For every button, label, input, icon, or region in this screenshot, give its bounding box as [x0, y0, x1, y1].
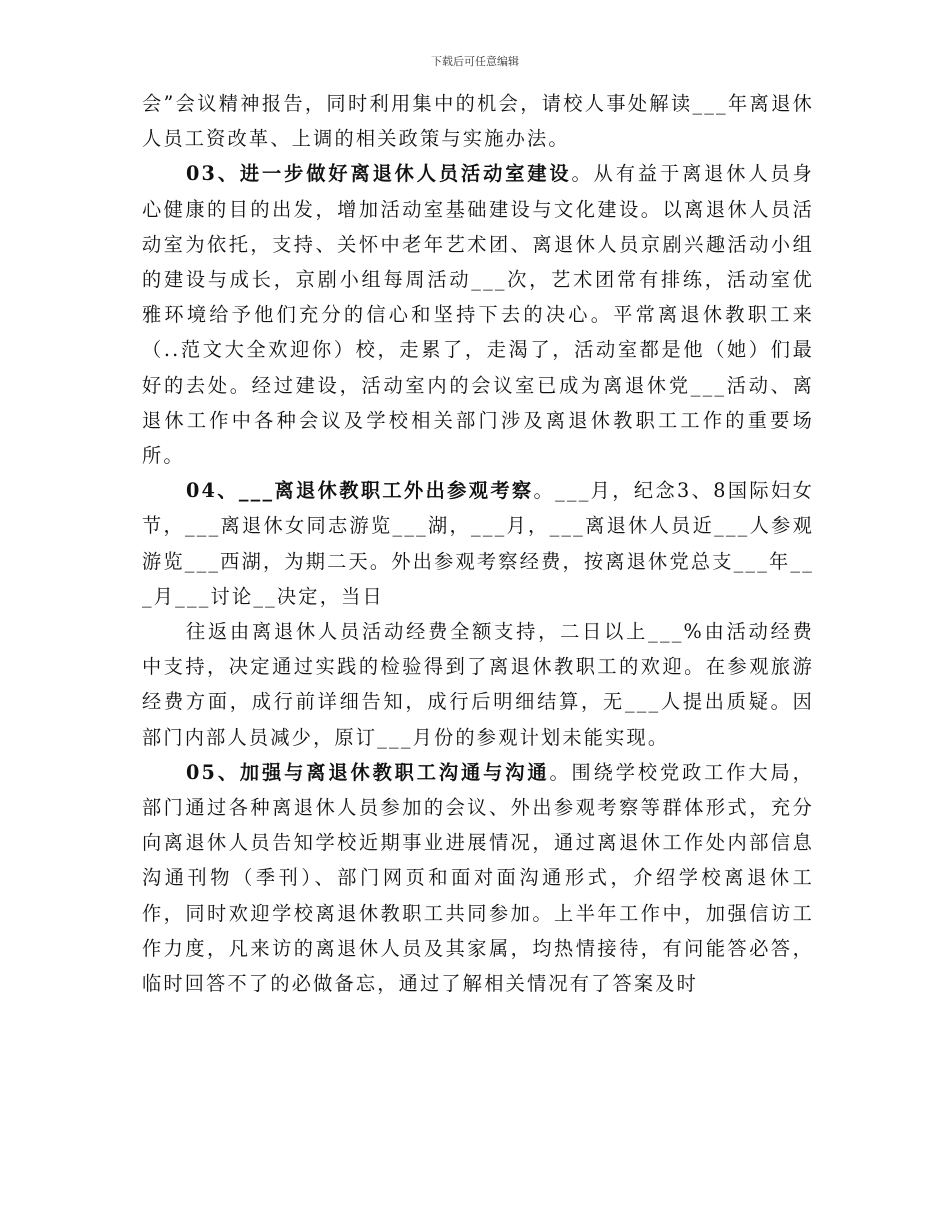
paragraph-text: 会”会议精神报告，同时利用集中的机会，请校人事处解读___年离退休人员工资改革、上调的相关政策与实施办法。 — [142, 92, 814, 151]
paragraph-text: 。从有益于离退休人员身心健康的目的出发，增加活动室基础建设与文化建设。以离退休人员活动室为依托，支持、关怀中老年艺术团、离退休人员京剧兴趣活动小组的建设与成长，京剧小组每周活动___次，艺术团常有排练，活动室优雅环境给予他们充分的信心和坚持下去的决心。平常离退休教职工来（..范文大全欢迎你）校，走累了，走渴了，活动室都是他（她）们最好的去处。经过建设，活动室内的会议室已成为离退休党___活动、离退休工作中各种会议及学校相关部门涉及离退休教职工工作的重要场所。 — [142, 162, 814, 468]
paragraph-section-05 — [142, 755, 814, 1001]
section-heading-04: 04、___离退休教职工外出参观考察 — [186, 479, 534, 503]
paragraph-continuation — [142, 86, 814, 156]
section-heading-05: 05、加强与离退休教职工沟通与沟通 — [186, 760, 550, 784]
page-header: 下载后可任意编辑 — [431, 55, 519, 68]
paragraph-section-04-continued — [142, 614, 814, 755]
paragraph-text: 。___月，纪念3、8国际妇女节，___离退休女同志游览___湖，___月，___离退休人员近___人参观游览___西湖，为期二天。外出参观考察经费，按离退休党总支___年___月___讨论__决定，当日 — [142, 479, 814, 608]
paragraph-section-03 — [142, 156, 814, 473]
document-body — [142, 86, 814, 1001]
paragraph-text: 往返由离退休人员活动经费全额支持，二日以上___%由活动经费中支持，决定通过实践的检验得到了离退休教职工的欢迎。在参观旅游经费方面，成行前详细告知，成行后明细结算，无___人提出质疑。因部门内部人员减少，原订___月份的参观计划未能实现。 — [142, 620, 814, 749]
paragraph-text: 。围绕学校党政工作大局，部门通过各种离退休人员参加的会议、外出参观考察等群体形式，充分向离退休人员告知学校近期事业进展情况，通过离退休工作处内部信息沟通刊物（季刊）、部门网页和面对面沟通形式，介绍学校离退休工作，同时欢迎学校离退休教职工共同参加。上半年工作中，加强信访工作力度，凡来访的离退休人员及其家属，均热情接待，有问能答必答，临时回答不了的必做备忘，通过了解相关情况有了答案及时 — [142, 760, 814, 996]
section-heading-03: 03、进一步做好离退休人员活动室建设 — [186, 162, 572, 186]
paragraph-section-04 — [142, 473, 814, 614]
